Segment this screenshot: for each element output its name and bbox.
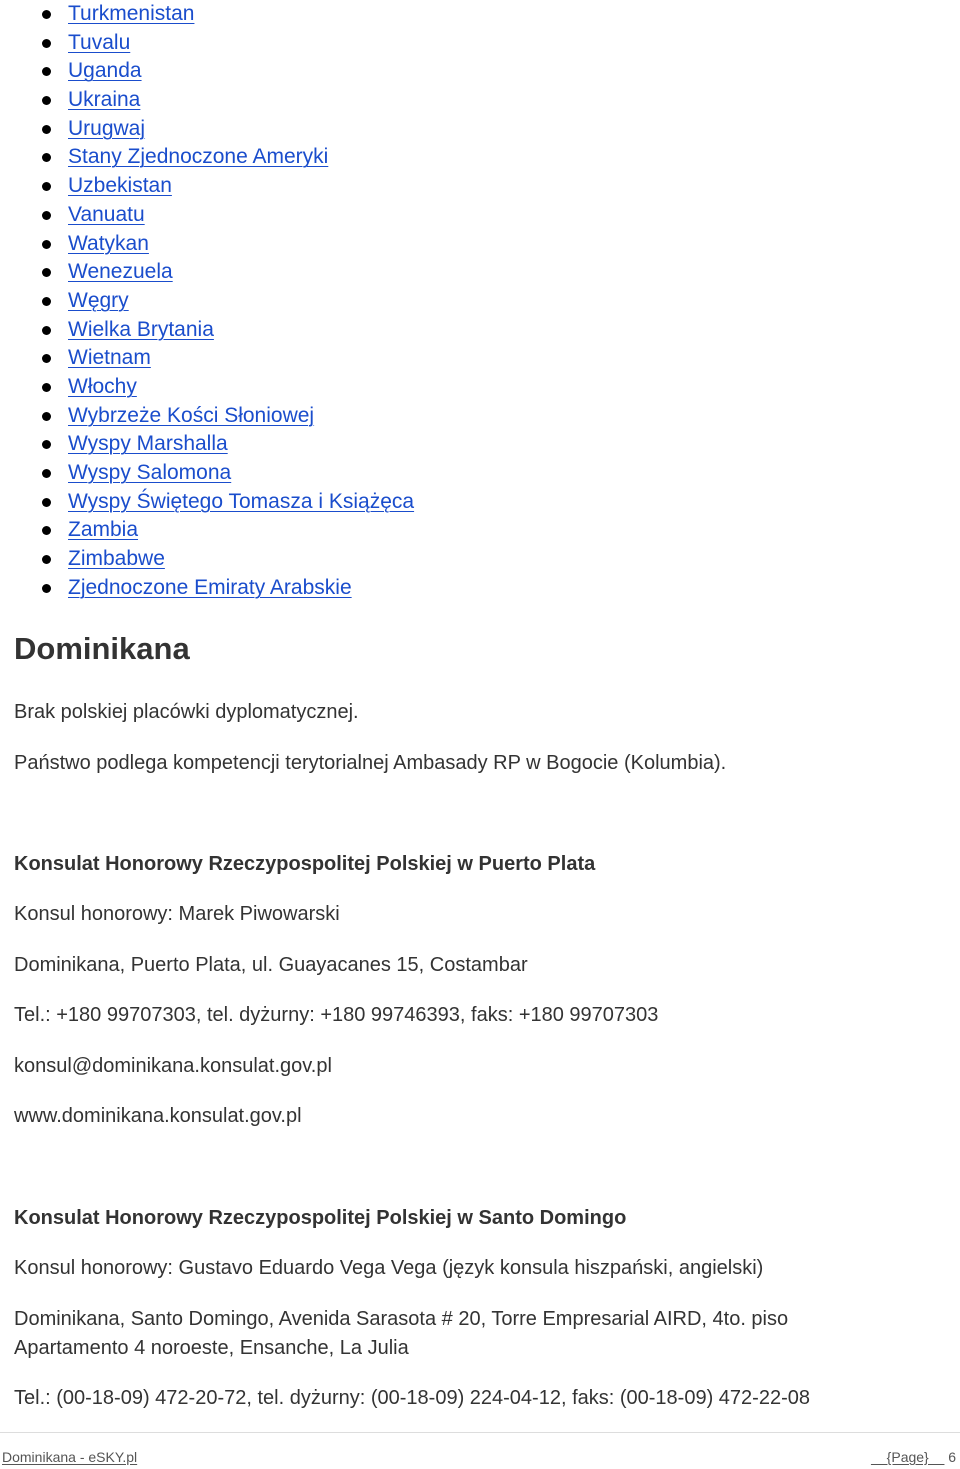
bullet-icon [42, 211, 51, 220]
list-item [0, 545, 414, 574]
bullet-icon [42, 240, 51, 249]
list-item [0, 373, 414, 402]
list-item [0, 0, 414, 29]
bullet-icon [42, 412, 51, 421]
list-item [0, 430, 414, 459]
page-field: __{Page}__ [871, 1449, 945, 1465]
list-item [0, 143, 414, 172]
list-item [0, 516, 414, 545]
footer-divider [0, 1432, 960, 1433]
bullet-icon [42, 354, 51, 363]
bullet-icon [42, 326, 51, 335]
bullet-icon [42, 498, 51, 507]
consulate-title: Konsulat Honorowy Rzeczypospolitej Polskiej w Puerto Plata [14, 853, 596, 875]
list-item [0, 574, 414, 603]
list-item [0, 230, 414, 259]
list-item [0, 459, 414, 488]
country-link[interactable]: Wyspy Świętego Tomasza i Książęca [68, 489, 415, 513]
bullet-icon [42, 268, 51, 277]
country-link[interactable]: Wielka Brytania [68, 317, 214, 341]
intro-text: Brak polskiej placówki dyplomatycznej. [14, 701, 359, 723]
consulate-title: Konsulat Honorowy Rzeczypospolitej Polskiej w Santo Domingo [14, 1207, 627, 1229]
bullet-icon [42, 383, 51, 392]
country-link[interactable]: Stany Zjednoczone Ameryki [68, 145, 329, 169]
list-item [0, 86, 414, 115]
bullet-icon [42, 67, 51, 76]
country-link[interactable]: Zjednoczone Emiraty Arabskie [68, 575, 352, 599]
list-item [0, 488, 414, 517]
country-link[interactable]: Uzbekistan [68, 174, 172, 198]
country-link[interactable]: Wyspy Marshalla [68, 432, 228, 456]
consulate-phone: Tel.: +180 99707303, tel. dyżurny: +180 99746393, faks: +180 99707303 [14, 1004, 659, 1026]
footer-source: Dominikana - eSKY.pl [2, 1449, 138, 1465]
list-item [0, 115, 414, 144]
intro-text: Państwo podlega kompetencji terytorialnej Ambasady RP w Bogocie (Kolumbia). [14, 752, 727, 774]
country-list [0, 0, 414, 602]
list-item [0, 201, 414, 230]
consulate-phone: Tel.: (00-18-09) 472-20-72, tel. dyżurny: (00-18-09) 224-04-12, faks: (00-18-09) 472-22-08 [14, 1387, 810, 1409]
consul-name: Konsul honorowy: Gustavo Eduardo Vega Vega (język konsula hiszpański, angielski) [14, 1257, 764, 1279]
country-link[interactable]: Węgry [68, 288, 129, 312]
list-item [0, 402, 414, 431]
consulate-website: www.dominikana.konsulat.gov.pl [14, 1105, 302, 1127]
country-link[interactable]: Uganda [68, 59, 142, 83]
bullet-icon [42, 96, 51, 105]
bullet-icon [42, 297, 51, 306]
list-item [0, 344, 414, 373]
consulate-email: konsul@dominikana.konsulat.gov.pl [14, 1055, 332, 1077]
bullet-icon [42, 39, 51, 48]
bullet-icon [42, 10, 51, 19]
country-link[interactable]: Włochy [68, 374, 137, 398]
country-link[interactable]: Wyspy Salomona [68, 461, 232, 484]
bullet-icon [42, 440, 51, 449]
list-item [0, 287, 414, 316]
country-link[interactable]: Watykan [68, 231, 149, 255]
country-link[interactable]: Wietnam [68, 346, 151, 370]
list-item [0, 57, 414, 86]
list-item [0, 29, 414, 58]
consul-name: Konsul honorowy: Marek Piwowarski [14, 903, 340, 925]
section-title: Dominikana [14, 631, 190, 666]
country-link[interactable]: Wybrzeże Kości Słoniowej [68, 403, 315, 427]
country-link[interactable]: Zimbabwe [68, 547, 165, 571]
bullet-icon [42, 469, 51, 478]
consulate-address: Apartamento 4 noroeste, Ensanche, La Julia [14, 1337, 409, 1359]
country-link[interactable]: Urugwaj [68, 116, 146, 140]
list-item [0, 258, 414, 287]
country-link[interactable]: Tuvalu [68, 30, 131, 54]
bullet-icon [42, 125, 51, 134]
consulate-address: Dominikana, Puerto Plata, ul. Guayacanes 15, Costambar [14, 954, 528, 976]
bullet-icon [42, 153, 51, 162]
page-number: 6 [948, 1449, 956, 1465]
list-item [0, 316, 414, 345]
footer-page [871, 1449, 956, 1465]
bullet-icon [42, 555, 51, 564]
country-link[interactable]: Zambia [68, 518, 139, 542]
list-item [0, 172, 414, 201]
bullet-icon [42, 584, 51, 593]
country-link[interactable]: Wenezuela [68, 260, 173, 284]
bullet-icon [42, 182, 51, 191]
country-link[interactable]: Turkmenistan [68, 2, 195, 25]
country-link[interactable]: Vanuatu [68, 202, 145, 226]
bullet-icon [42, 526, 51, 535]
consulate-address: Dominikana, Santo Domingo, Avenida Sarasota # 20, Torre Empresarial AIRD, 4to. piso [14, 1308, 789, 1330]
country-link[interactable]: Ukraina [68, 88, 141, 112]
